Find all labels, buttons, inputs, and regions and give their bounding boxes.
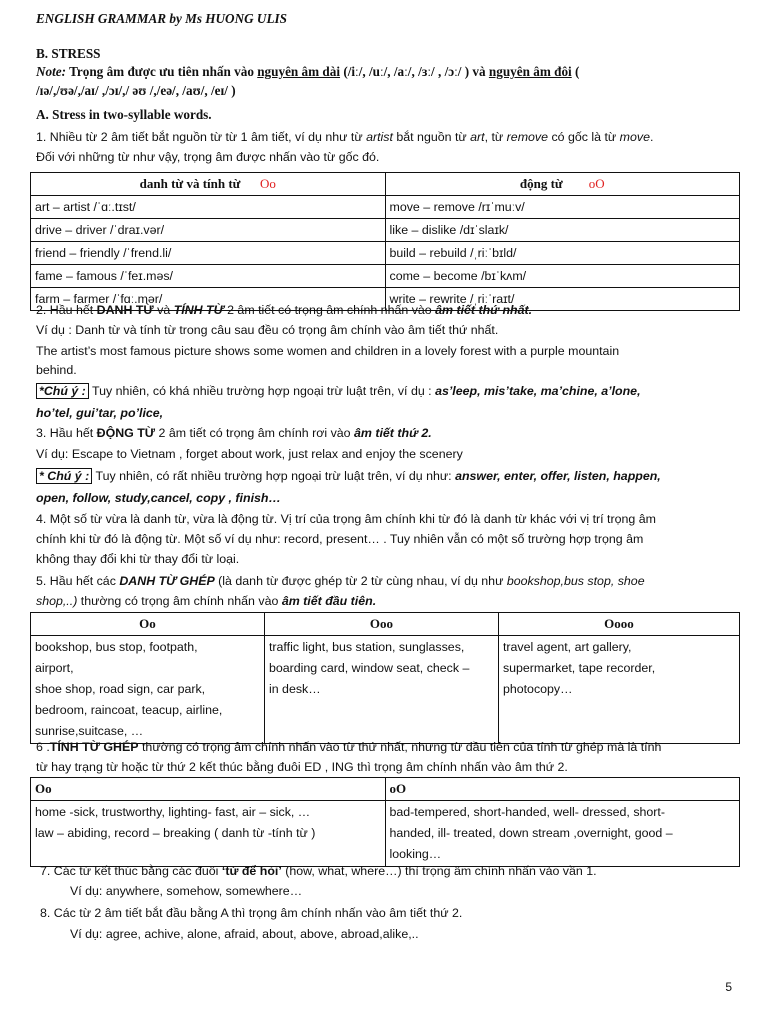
table-row (31, 636, 740, 744)
rule2-text: 2. Hầu hết (36, 303, 97, 317)
subsection-a-title: A. Stress in two-syllable words. (36, 107, 212, 122)
table-row (31, 196, 740, 219)
table-cell: write – rewrite /ˌriːˈraɪt/ (385, 288, 740, 311)
rule5-text: 5. Hầu hết các (36, 574, 120, 588)
rule1-text: , từ (484, 130, 507, 144)
table-cell: art – artist /ˈɑː.tɪst/ (31, 196, 386, 219)
note-long-vowels: nguyên âm dài (257, 64, 341, 79)
table-header-cell: Ooo (264, 613, 498, 636)
rule1-text: . (649, 130, 654, 144)
table-cell (385, 801, 740, 867)
cell-line: handed, ill- treated, down stream ,overnight, good – (389, 826, 673, 840)
table-header-cell: Oooo (498, 613, 739, 636)
rule6-compound-adjectives: TÍNH TỪ GHÉP (49, 740, 139, 754)
cell-line: photocopy… (502, 682, 573, 696)
table-cell: move – remove /rɪˈmuːv/ (385, 196, 740, 219)
rule4-line3: không thay đổi khi từ thay đổi từ loại. (36, 552, 240, 566)
rule1-text: có gốc là từ (548, 130, 620, 144)
rule2-note-text: Tuy nhiên, có khá nhiều trường hợp ngoại trừ luật trên, ví dụ : (88, 384, 436, 398)
rule5-text: thường có trọng âm chính nhấn vào (77, 594, 282, 608)
rule1-text: bắt nguồn từ (392, 130, 471, 144)
note-text: Trọng âm được ưu tiên nhấn vào (66, 64, 258, 79)
page-number: 5 (725, 980, 732, 994)
cell-line: travel agent, art gallery, (502, 640, 632, 654)
rule1-word-artist: artist (366, 130, 393, 144)
rule2-first-syllable: âm tiết thứ nhất. (435, 303, 533, 317)
rule2-note-words-2: ho’tel, gui’tar, po’lice, (36, 406, 164, 420)
rule2-sentence-2: behind. (36, 363, 77, 377)
table-header-cell (31, 173, 386, 196)
table-header-cell: oO (385, 778, 740, 801)
rule3-note-label: * Chú ý : (36, 468, 92, 484)
rule1-word-art: art (470, 130, 485, 144)
table-header-row (31, 613, 740, 636)
table-row (31, 219, 740, 242)
table-header-cell: Oo (31, 613, 265, 636)
rule1-text: 1. Nhiều từ 2 âm tiết bắt nguồn từ từ 1 âm tiết, ví dụ như từ (36, 130, 367, 144)
rule5-examples-2: shop,..) (36, 594, 78, 608)
header-nouns-adjectives: danh từ và tính từ (139, 176, 241, 191)
cell-line: bad-tempered, short-handed, well- dressed, short- (389, 805, 665, 819)
table-row (31, 801, 740, 867)
header-verbs: động từ (519, 176, 563, 191)
rule3-text: 2 âm tiết có trọng âm chính rơi vào (155, 426, 354, 440)
table-row (31, 242, 740, 265)
cell-line: sunrise,suitcase, … (35, 724, 144, 738)
rule2-nouns: DANH TỪ (96, 303, 154, 317)
note-long-vowel-list: (/iː/, /uː/, /aː/, /ɜː/ , /ɔː/ ) và (340, 64, 489, 79)
table-cell: farm – farmer /ˈfɑː.mər/ (31, 288, 386, 311)
rule3-line1 (36, 424, 740, 442)
cell-line: airport, (35, 661, 74, 675)
rule5-first-syllable: âm tiết đầu tiên. (281, 594, 377, 608)
table-header-row (31, 778, 740, 801)
cell-line: supermarket, tape recorder, (502, 661, 656, 675)
table-cell: like – dislike /dɪˈslaɪk/ (385, 219, 740, 242)
rule7-text: 7. Các từ kết thúc bằng các đuôi (40, 864, 222, 878)
rule1-line1 (36, 128, 740, 146)
rule2-text: 2 âm tiết có trọng âm chính nhấn vào (223, 303, 436, 317)
rule3-second-syllable: âm tiết thứ 2. (354, 426, 432, 440)
note-line-1 (36, 63, 740, 81)
rule3-example: Ví dụ: Escape to Vietnam , forget about work, just relax and enjoy the scenery (36, 447, 463, 461)
rule6-text: thường có trọng âm chính nhấn vào từ thứ nhất, nhưng từ đầu tiên của tính từ ghép mà là tính (138, 740, 662, 754)
cell-line: shoe shop, road sign, car park, (35, 682, 206, 696)
rule6-line2: từ hay trạng từ hoặc từ thứ 2 kết thúc bằng đuôi ED , ING thì trọng âm chính nhấn vào âm thứ 2. (36, 760, 568, 774)
table-cell (498, 636, 739, 744)
rule3-note-text: Tuy nhiên, có rất nhiều trường hợp ngoại trừ luật trên, ví dụ như: (92, 469, 456, 483)
stress-table-3 (30, 777, 740, 867)
rule5-examples: bookshop,bus stop, shoe (506, 574, 645, 588)
stress-mark-Oo: Oo (259, 176, 276, 191)
rule3-text: 3. Hầu hết (36, 426, 97, 440)
cell-line: home -sick, trustworthy, lighting- fast, air – sick, … (35, 805, 311, 819)
table-cell: friend – friendly /ˈfrend.li/ (31, 242, 386, 265)
note-line-2: /ɪə/,/ʊə/,/aɪ/ ,/ɔɪ/,/ əʊ /,/eə/, /aʊ/, /eɪ/ ) (36, 83, 236, 98)
note-diphthongs: nguyên âm đôi (488, 64, 572, 79)
cell-line: law – abiding, record – breaking ( danh từ -tính từ ) (35, 826, 316, 840)
note-open-paren: ( (571, 64, 580, 79)
rule8-line1: 8. Các từ 2 âm tiết bắt đầu bằng A thì trọng âm chính nhấn vào âm tiết thứ 2. (40, 906, 463, 920)
rule1-word-move: move (619, 130, 650, 144)
rule3-note-words: answer, enter, offer, listen, happen, (455, 469, 661, 483)
stress-mark-oO: oO (588, 176, 605, 191)
rule7-line1 (40, 862, 740, 880)
table-cell (264, 636, 498, 744)
rule7-text: (how, what, where…) thì trọng âm chính nhấn vào vần 1. (281, 864, 597, 878)
rule1-line2: Đối với những từ như vậy, trọng âm được nhấn vào từ gốc đó. (36, 150, 380, 164)
table-cell: come – become /bɪˈkʌm/ (385, 265, 740, 288)
table-cell: build – rebuild /ˌriːˈbɪld/ (385, 242, 740, 265)
rule5-line1 (36, 572, 740, 590)
rule8-example: Ví dụ: agree, achive, alone, afraid, about, above, abroad,alike,.. (70, 927, 419, 941)
table-cell (31, 636, 265, 744)
document-header: ENGLISH GRAMMAR by Ms HUONG ULIS (36, 11, 287, 26)
rule2-line1 (36, 301, 740, 319)
section-title: B. STRESS (36, 46, 101, 61)
table-header-row (31, 173, 740, 196)
table-header-cell (385, 173, 740, 196)
table-row (31, 265, 740, 288)
cell-line: looking… (389, 847, 442, 861)
stress-table-1 (30, 172, 740, 311)
rule2-note-words: as’leep, mis’take, ma’chine, a’lone, (435, 384, 641, 398)
table-cell (31, 801, 386, 867)
rule2-note-line1 (36, 382, 740, 400)
rule2-note-label: *Chú ý : (36, 383, 89, 399)
rule2-text: và (153, 303, 174, 317)
table-cell: drive – driver /ˈdraɪ.vər/ (31, 219, 386, 242)
rule3-verbs: ĐỘNG TỪ (96, 426, 156, 440)
rule4-line1: 4. Một số từ vừa là danh từ, vừa là động từ. Vị trí của trọng âm chính khi từ đó là danh từ khác với vị trí trọng âm (36, 512, 656, 526)
rule5-compound-nouns: DANH TỪ GHÉP (119, 574, 215, 588)
cell-line: boarding card, window seat, check – (268, 661, 470, 675)
rule5-line2 (36, 592, 740, 610)
cell-line: bedroom, raincoat, teacup, airline, (35, 703, 223, 717)
rule2-sentence-1: The artist’s most famous picture shows some women and children in a lovely forest with a purple mountain (36, 344, 620, 358)
rule6-line1 (36, 738, 740, 756)
cell-line: in desk… (268, 682, 321, 696)
rule3-note-line1 (36, 467, 740, 485)
rule3-note-words-2: open, follow, study,cancel, copy , finish… (36, 491, 281, 505)
stress-table-2 (30, 612, 740, 744)
rule7-question-words: ‘từ để hỏi’ (221, 864, 282, 878)
rule5-text: (là danh từ được ghép từ 2 từ cùng nhau, ví dụ như (214, 574, 507, 588)
rule2-adjectives: TÍNH TỪ (173, 303, 224, 317)
cell-line: traffic light, bus station, sunglasses, (268, 640, 465, 654)
rule2-example: Ví dụ : Danh từ và tính từ trong câu sau đều có trọng âm chính vào âm tiết thứ nhất. (36, 323, 499, 337)
rule7-example: Ví dụ: anywhere, somehow, somewhere… (70, 884, 303, 898)
note-label: Note: (36, 64, 67, 79)
cell-line: bookshop, bus stop, footpath, (35, 640, 198, 654)
rule1-word-remove: remove (506, 130, 548, 144)
table-header-cell: Oo (31, 778, 386, 801)
rule6-text: 6 . (36, 740, 50, 754)
table-cell: fame – famous /ˈfeɪ.məs/ (31, 265, 386, 288)
rule4-line2: chính khi từ đó là động từ. Một số ví dụ như: record, present… . Tuy nhiên vẫn có một số trường hợp trọng âm (36, 532, 644, 546)
